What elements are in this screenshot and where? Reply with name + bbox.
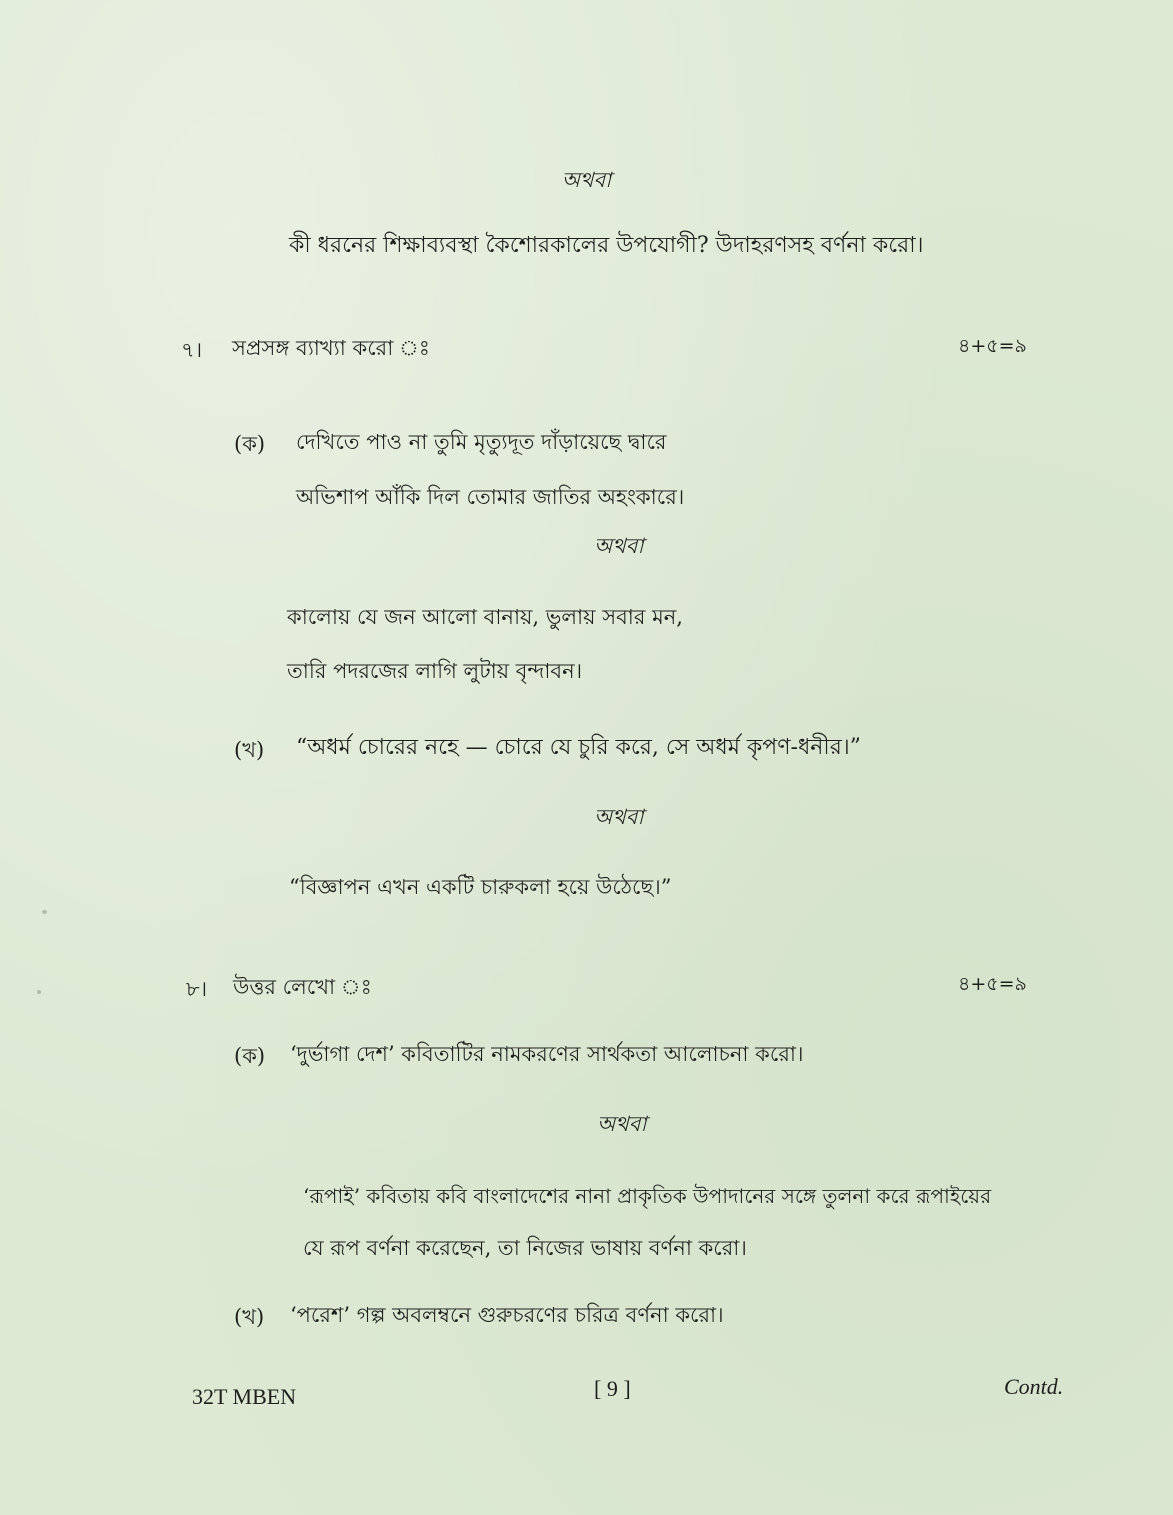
q7a-label: (ক): [234, 432, 266, 456]
q7a-line1: দেখিতে পাও না তুমি মৃত্যুদূত দাঁড়ায়েছে দ্বারে: [296, 430, 667, 454]
q7b-label: (খ): [234, 738, 265, 762]
scan-speck: [37, 990, 41, 994]
q7a-line2: অভিশাপ আঁকি দিল তোমার জাতির অহংকারে।: [296, 485, 685, 509]
q8b-label: (খ): [234, 1305, 265, 1329]
q8a-athaba: অথবা: [597, 1112, 647, 1136]
q7-marks: ৪+৫=৯: [958, 335, 1027, 357]
q8a-alt-line1: ‘রূপাই’ কবিতায় কবি বাংলাদেশের নানা প্রাকৃতিক উপাদানের সঙ্গে তুলনা করে রূপাইয়ের: [303, 1184, 992, 1208]
q8a-alt-line2: যে রূপ বর্ণনা করেছেন, তা নিজের ভাষায় বর্ণনা করো।: [303, 1236, 747, 1260]
q8a-text: ‘দুর্ভাগা দেশ’ কবিতাটির নামকরণের সার্থকতা আলোচনা করো।: [290, 1042, 804, 1066]
q7b-alt-text: “বিজ্ঞাপন এখন একটি চারুকলা হয়ে উঠেছে।”: [289, 875, 672, 899]
footer-contd: Contd.: [1004, 1374, 1064, 1399]
q6-alt-athaba: অথবা: [561, 168, 612, 192]
q7b-text: “অধর্ম চোরের নহে — চোরে যে চুরি করে, সে অধর্ম কৃপণ-ধনীর।”: [296, 735, 861, 760]
q7a-alt-line1: কালোয় যে জন আলো বানায়, ভুলায় সবার মন,: [287, 605, 683, 629]
footer-paper-code: 32T MBEN: [192, 1384, 297, 1409]
q8-number: ৮।: [186, 977, 208, 1001]
q7a-alt-line2: তারি পদরজের লাগি লুটায় বৃন্দাবন।: [287, 659, 583, 683]
footer-page-number: [ 9 ]: [594, 1376, 631, 1401]
q6-alt-text: কী ধরনের শিক্ষাব্যবস্থা কৈশোরকালের উপযোগী? উদাহরণসহ বর্ণনা করো।: [289, 233, 924, 258]
q8-instruction: উত্তর লেখো ঃ: [233, 975, 372, 999]
q7b-athaba: অথবা: [594, 805, 644, 829]
q7a-athaba: অথবা: [594, 534, 644, 558]
scan-speck: [42, 910, 47, 914]
q8a-label: (ক): [234, 1044, 266, 1068]
q8b-text: ‘পরেশ’ গল্প অবলম্বনে গুরুচরণের চরিত্র বর্ণনা করো।: [290, 1303, 724, 1327]
q7-instruction: সপ্রসঙ্গ ব্যাখ্যা করো ঃ: [232, 336, 430, 360]
q8-marks: ৪+৫=৯: [958, 973, 1027, 995]
q7-number: ৭।: [181, 338, 203, 362]
